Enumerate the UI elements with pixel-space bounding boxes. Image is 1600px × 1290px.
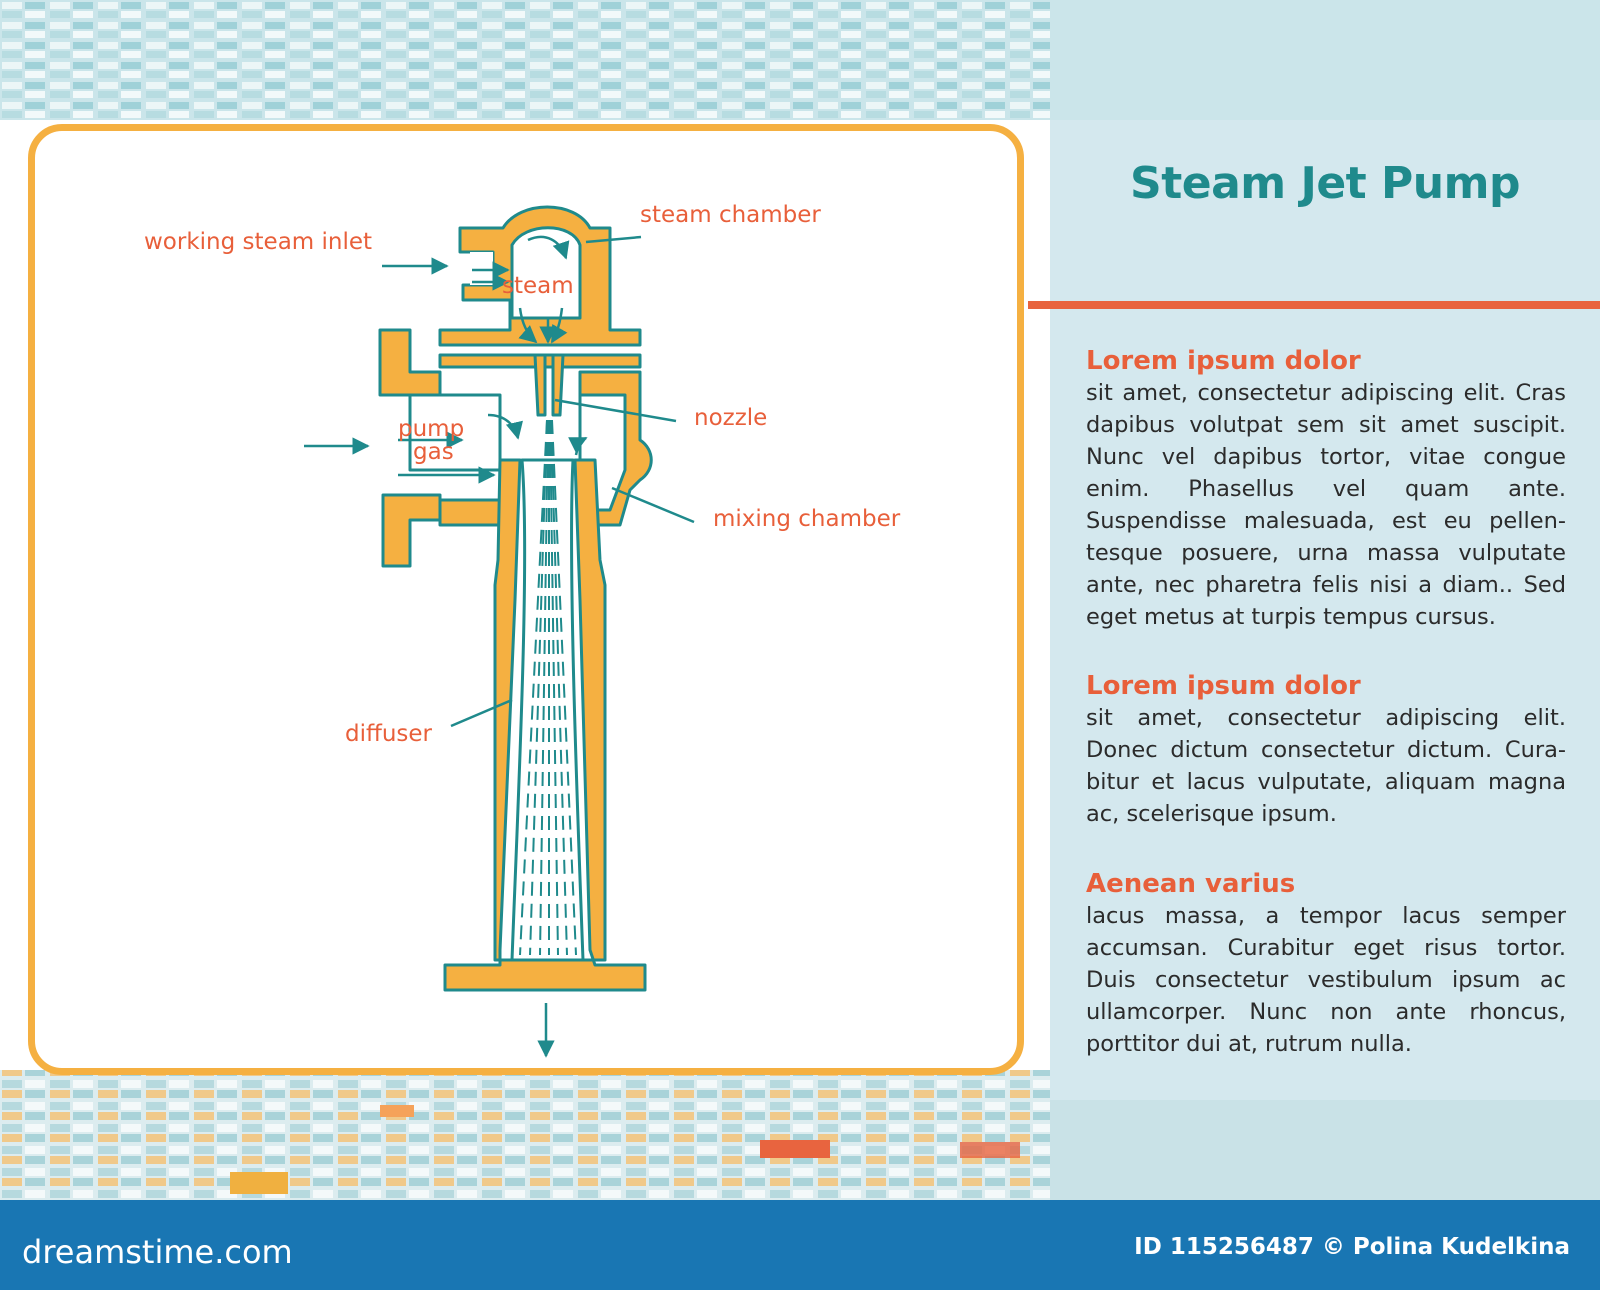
label-steam: steam [502, 273, 574, 299]
image-credit: ID 115256487 © Polina Kudelkina [1134, 1234, 1570, 1260]
label-pump: pump [398, 416, 465, 442]
text-section-2 [1086, 670, 1566, 830]
text-section-1 [1086, 345, 1566, 633]
section-body: sit amet, consectetur adipiscing elit. Cras dapibus volutpat sem sit amet suscipit. Nunc vel dapibus tortor, vitae congue enim. Phasellus vel quam ante. Suspendisse malesuada, est eu pellen-tesque posuere, urna massa vulputate ante, nec pharetra felis nisi a diam.. Sed eget metus at turpis tempus cursus. [1086, 380, 1566, 630]
nozzle [535, 355, 545, 415]
label-steam-chamber: steam chamber [640, 202, 821, 228]
section-body: sit amet, consectetur adipiscing elit. Donec dictum consectetur dictum. Cura-bitur et lacus vulputate, aliquam magna ac, scelerisque ipsum. [1086, 705, 1566, 827]
label-mixing-chamber: mixing chamber [713, 506, 901, 532]
page-title: Steam Jet Pump [1130, 158, 1520, 209]
section-heading: Aenean varius [1086, 869, 1296, 899]
label-diffuser: diffuser [345, 721, 433, 747]
label-working-steam-inlet: working steam inlet [144, 229, 373, 255]
label-nozzle: nozzle [694, 405, 768, 431]
section-heading: Lorem ipsum dolor [1086, 346, 1361, 376]
label-gas: gas [413, 439, 454, 465]
brand-logo[interactable]: dreamstime.com [22, 1233, 293, 1271]
gas-inlet-flange [380, 330, 440, 395]
section-body: lacus massa, a tempor lacus semper accumsan. Curabitur eget risus tortor. Duis consectetur vestibulum ipsum ac ullamcorper. Nunc non ante rhoncus, porttitor dui at, rutrum nulla. [1086, 903, 1566, 1057]
text-section-3 [1086, 868, 1566, 1060]
section-heading: Lorem ipsum dolor [1086, 671, 1361, 701]
